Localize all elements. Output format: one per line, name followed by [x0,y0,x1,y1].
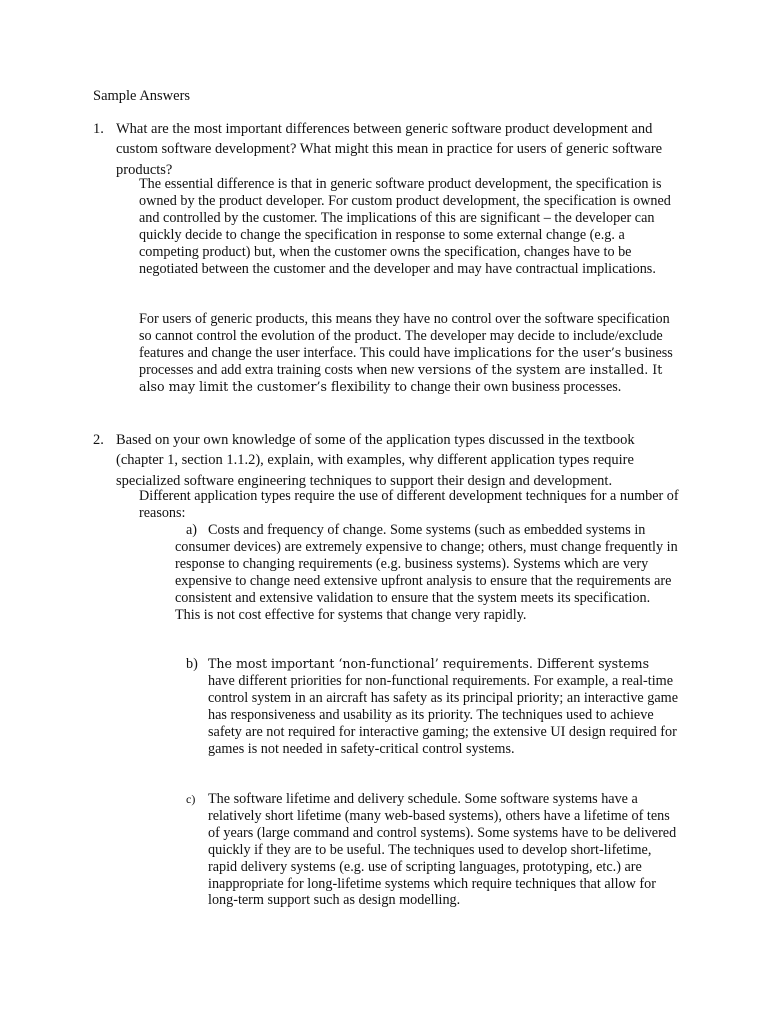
answer-1-paragraph-2 [139,311,685,396]
answer-1-paragraph-1: The essential difference is that in generic software product development, the specification is owned by the product developer. For custom product development, the specification is owned and controlled by the customer. The implications of this are significant – the developer can quickly decide to change the specification in response to some external change (e.g. a competing product) but, when the customer owns the specification, changes have to be negotiated between the customer and the developer and may have contractual implications. [139,176,671,277]
reason-c-letter: c) [186,792,196,806]
question-1-number: 1. [93,121,104,137]
reason-b-letter: b) [186,656,198,672]
question-1-text: What are the most important differences between generic software product development and custom software development? What might this mean in practice for users of generic software products? [116,121,663,178]
question-2-text: Based on your own knowledge of some of the application types discussed in the textbook (chapter 1, section 1.1.2), explain, with examples, why different application types require specialized software engineering techniques to support their design and development. [116,432,635,489]
reason-a-text [175,522,678,623]
document-title: Sample Answers [93,88,191,104]
answer-1-paragraph-2-part-a: For users of generic products, this means they have no control over the software specification so cannot control the evolution of the product. The developer may decide to include/exclude features and change the user interface. This could have [139,311,670,361]
reason-b-body: have different priorities for non-functional requirements. For example, a real-time control system in an aircraft has safety as its principal priority; an interactive game has responsiveness and usability as its priority. The techniques used to achieve safety are not required for interactive gaming; the extensive UI design required for games is not needed in safety-critical control systems. [208,672,678,757]
reason-a-letter: a) [186,522,198,538]
question-2-number: 2. [93,432,104,448]
answer-1-paragraph-2-part-d: versions of the system are installed. It also may limit the customer’s flexibility to [139,361,663,394]
answer-1-paragraph-2-part-e: change their own business processes. [410,378,622,395]
reason-b-text [208,656,678,757]
answer-1-paragraph-2-part-b: implications for the user’s [453,344,622,360]
answer-1-paragraph-2-part-c: business processes and add extra training costs when new [139,344,673,378]
answer-2-intro: Different application types require the use of different development techniques for a number of reasons: [139,488,679,521]
reason-c-text: The software lifetime and delivery schedule. Some software systems have a relatively short lifetime (many web-based systems), others have a lifetime of tens of years (large command and control systems). Some systems have to be delivered quickly if they are to be useful. The techniques used to develop short-lifetime, rapid delivery systems (e.g. use of scripting languages, prototyping, etc.) are inappropriate for long-lifetime systems which require techniques that allow for long-term support such as design modelling. [208,791,677,909]
reason-b-lead: The most important ‘non-functional’ requirements. Different systems [208,656,650,671]
reason-a-text-content: Costs and frequency of change. Some systems (such as embedded systems in consumer devices) are extremely expensive to change; others, must change frequently in response to changing requirements (e.g. business systems). Systems which are very expensive to change need extensive upfront analysis to ensure that the requirements are consistent and extensive validation to ensure that the system meets its specification. This is not cost effective for systems that change very rapidly. [175,522,678,623]
